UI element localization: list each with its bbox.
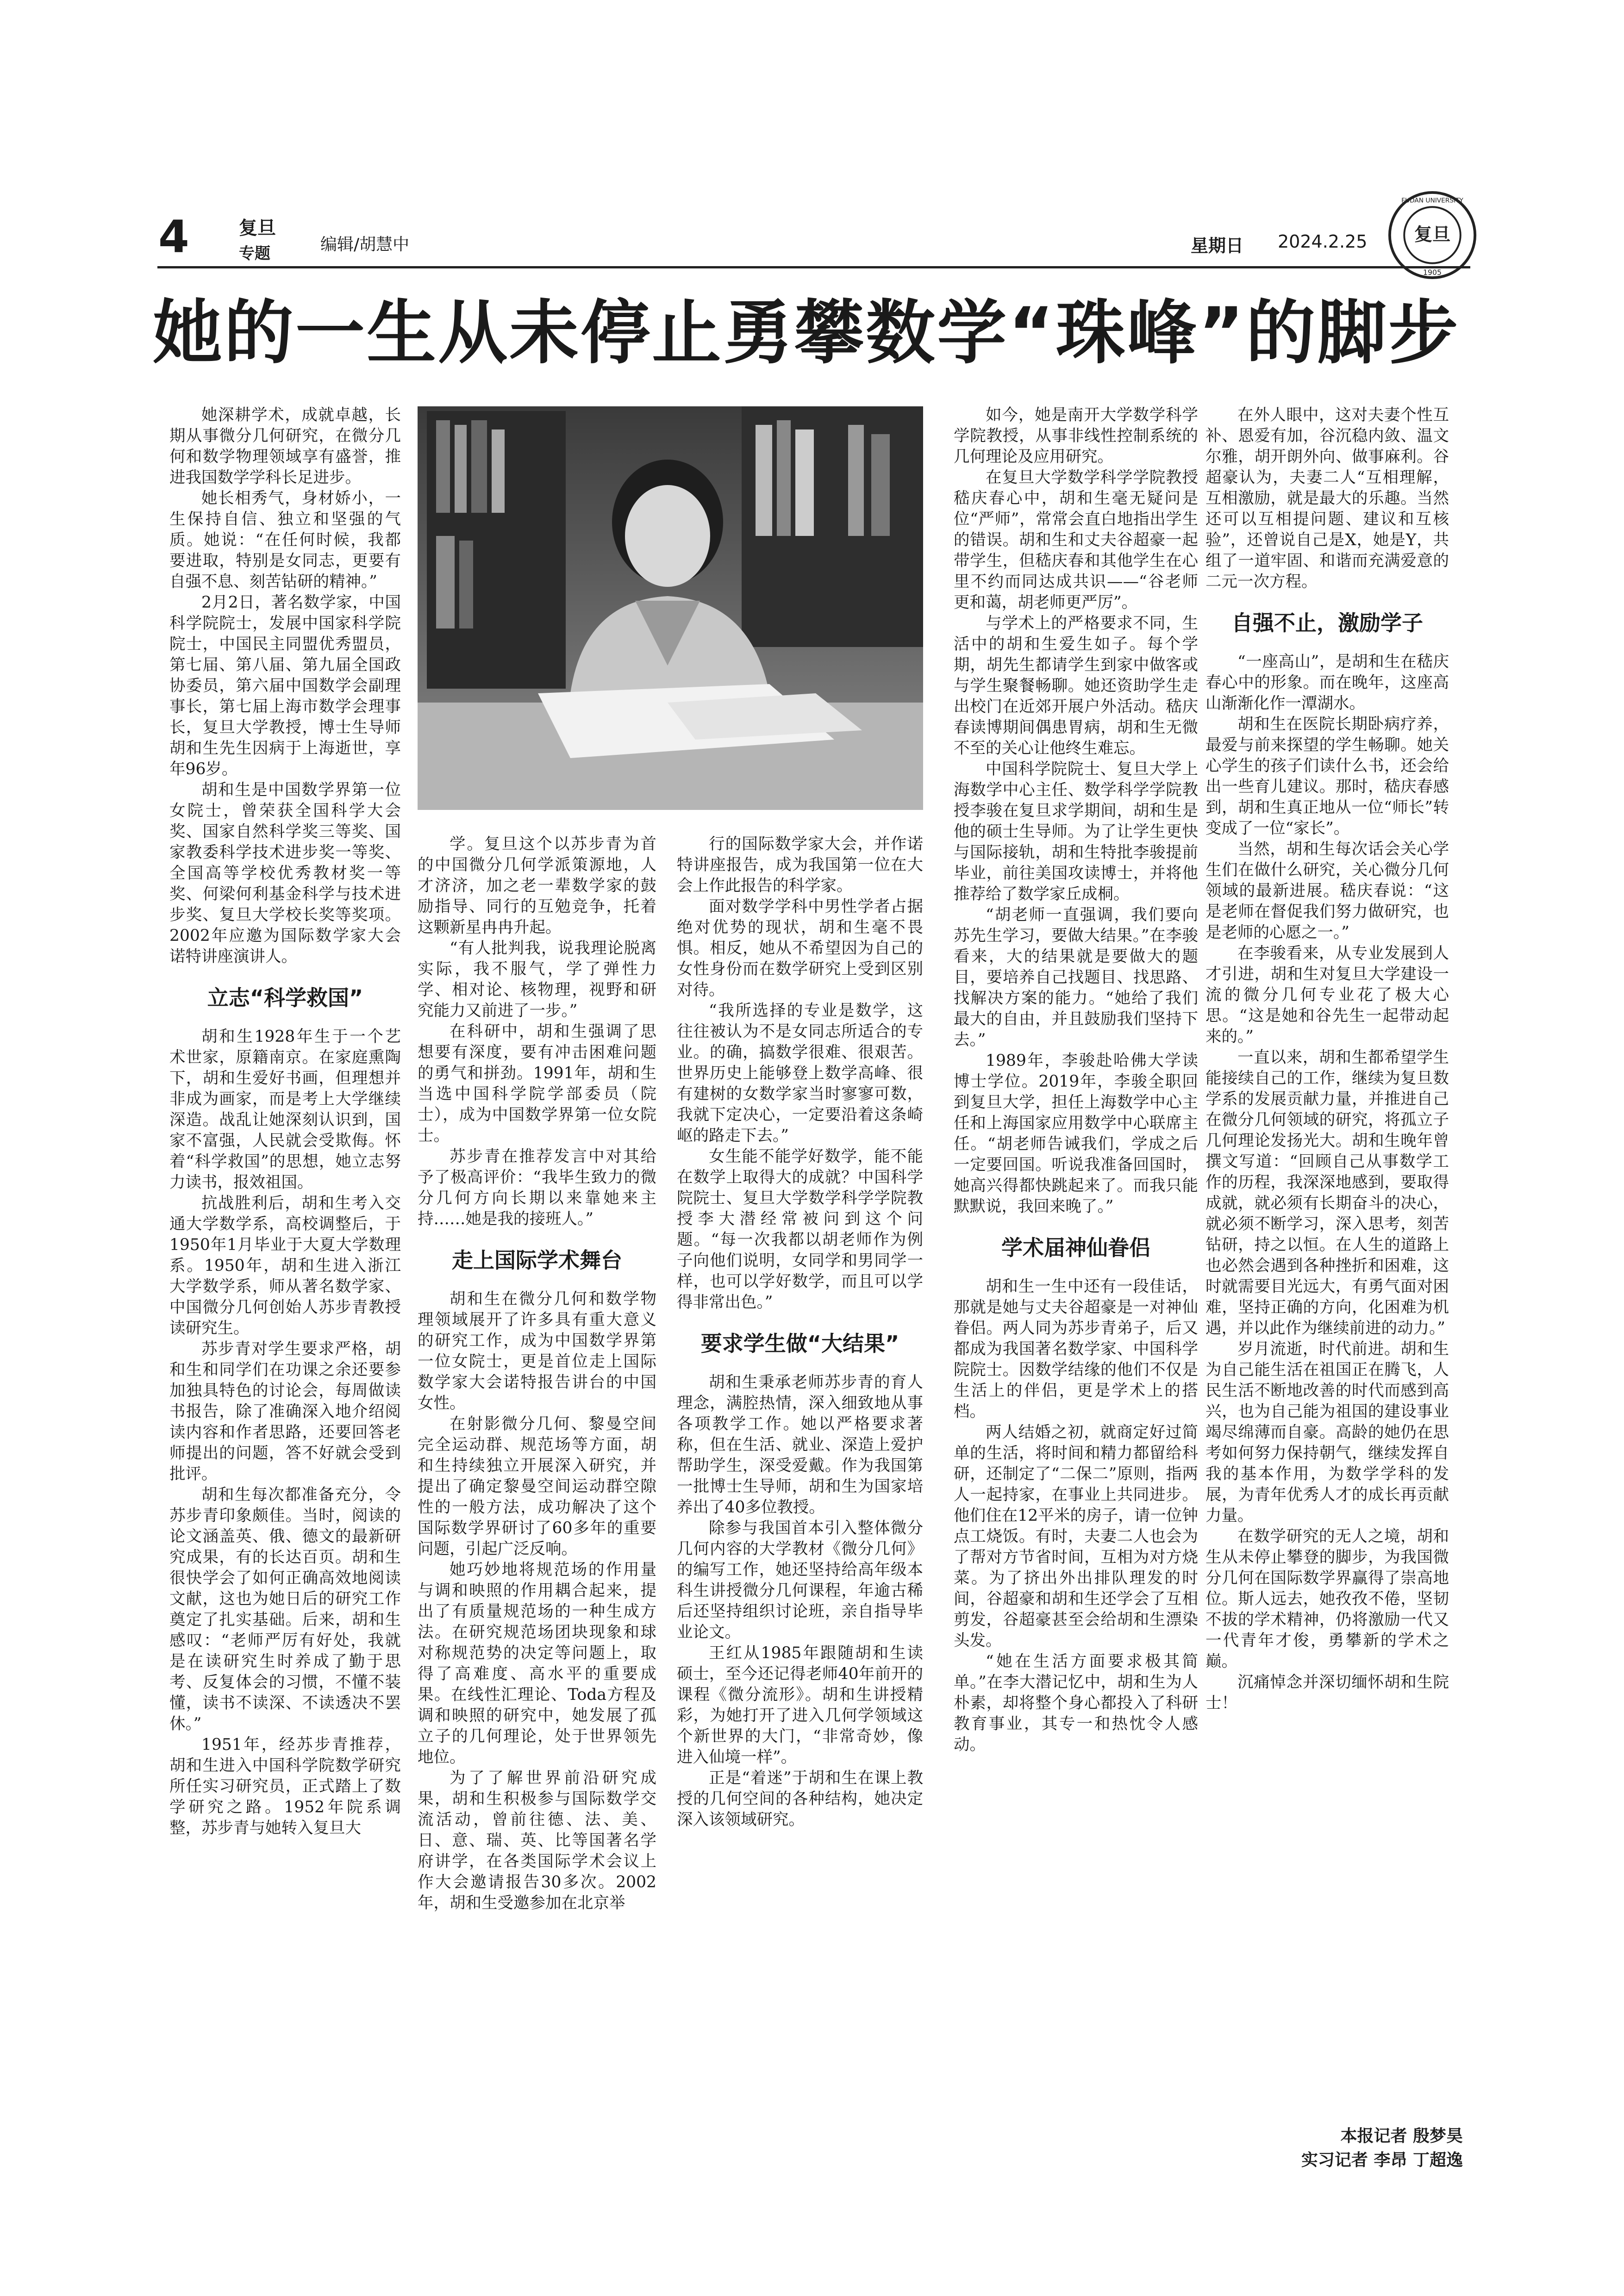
paragraph: 她深耕学术，成就卓越，长期从事微分几何研究，在微分几何和数学物理领域享有盛誉，推进我国数学学科长足进步。 — [169, 406, 401, 487]
paragraph: 她长相秀气，身材娇小，一生保持自信、独立和坚强的气质。她说：“在任何时候，我都要进取，特别是女同志，更要有自强不息、刻苦钻研的精神。” — [169, 489, 401, 591]
article-column-5 — [1206, 405, 1449, 1714]
issue-date: 2024.2.25 — [1278, 231, 1368, 252]
paragraph: 在数学研究的无人之境，胡和生从未停止攀登的脚步，为我国微分几何在国际数学界赢得了崇高地位。斯人远去，她孜孜不倦，坚韧不拔的学术精神，仍将激励一代又一代青年才俊，勇攀新的学术之巅。 — [1206, 1527, 1449, 1671]
paragraph: 除参与我国首本引入整体微分几何内容的大学教材《微分几何》的编写工作，她还坚持给高年级本科生讲授微分几何课程，年逾古稀后还坚持组织讨论班，亲自指导毕业论文。 — [677, 1519, 923, 1642]
paragraph: 苏步青在推荐发言中对其给予了极高评价：“我毕生致力的微分几何方向长期以来靠她来主持……她是我的接班人。” — [418, 1147, 656, 1228]
subheading: 要求学生做“大结果” — [700, 1331, 899, 1356]
paragraph: 胡和生在医院长期卧病疗养，最爱与前来探望的学生畅聊。她关心学生的孩子们读什么书，还会给出一些育儿建议。那时，嵇庆春感到，胡和生真正地从一位“师长”转变成了一位“家长”。 — [1206, 715, 1449, 838]
paragraph: 沉痛悼念并深切缅怀胡和生院士！ — [1206, 1673, 1449, 1712]
paragraph: 胡和生是中国数学界第一位女院士，曾荣获全国科学大会奖、国家自然科学奖三等奖、国家教委科学技术进步奖一等奖、全国高等学校优秀教材奖一等奖、何梁何利基金科学与技术进步奖、复旦大学校长奖等奖项。2002年应邀为国际数学家大会诺特讲座演讲人。 — [169, 781, 401, 966]
paragraph: “有人批判我，说我理论脱离实际，我不服气，学了弹性力学、相对论、核物理，视野和研究能力又前进了一步。” — [418, 939, 656, 1020]
article-column-3 — [677, 834, 923, 1830]
paragraph: 两人结婚之初，就商定好过简单的生活，将时间和精力都留给科研，还制定了“二保二”原则，指两人一起持家，在事业上共同进步。他们住在12平米的房子，请一位钟点工烧饭。有时，夫妻二人也会为了帮对方节省时间，互相为对方烧菜。为了挤出外出排队理发的时间，谷超豪和胡和生还学会了互相剪发，谷超豪甚至会给胡和生漂染头发。 — [954, 1423, 1198, 1650]
paragraph: 胡和生1928年生于一个艺术世家，原籍南京。在家庭熏陶下，胡和生爱好书画，但理想并非成为画家，而是考上大学继续深造。战乱让她深刻认识到，国家不富强，人民就会受欺侮。怀着“科学救国”的思想，她立志努力读书，报效祖国。 — [169, 1027, 401, 1192]
paragraph: 一直以来，胡和生都希望学生能接续自己的工作，继续为复旦数学系的发展贡献力量，并推进自己在微分几何领域的研究，将孤立子几何理论发扬光大。胡和生晚年曾撰文写道：“回顾自己从事数学工作的历程，我深深地感到，要取得成就，就必须有长期奋斗的决心，就必须不断学习，深入思考，刻苦钻研，持之以恒。在人生的道路上也必然会遇到各种挫折和困难，这时就需要目光远大，有勇气面对困难，坚持正确的方向，化困难为机遇，并以此作为继续前进的动力。” — [1206, 1048, 1449, 1338]
article-column-1 — [169, 405, 401, 1839]
paragraph: 胡和生秉承老师苏步青的育人理念，满腔热情，深入细致地从事各项教学工作。她以严格要求著称，但在生活、就业、深造上爱护帮助学生，深受爱戴。作为我国第一批博士生导师，胡和生为国家培养出了40多位教授。 — [677, 1373, 923, 1517]
paragraph: 胡和生一生中还有一段佳话，那就是她与丈夫谷超豪是一对神仙眷侣。两人同为苏步青弟子，后又都成为我国著名数学家、中国科学院院士。因数学结缘的他们不仅是生活上的伴侣，更是学术上的搭档。 — [954, 1277, 1198, 1421]
article-column-4 — [954, 405, 1198, 1755]
masthead-divider — [157, 266, 1470, 268]
paragraph: 在李骏看来，从专业发展到人才引进，胡和生对复旦大学建设一流的微分几何专业花了极大心思。“这是她和谷先生一起带动起来的。” — [1206, 944, 1449, 1046]
svg-text:FUDAN UNIVERSITY: FUDAN UNIVERSITY — [1401, 197, 1463, 205]
paragraph: 女生能不能学好数学，能不能在数学上取得大的成就？中国科学院院士、复旦大学数学科学学院教授李大潜经常被问到这个问题。“每一次我都以胡老师作为例子向他们说明，女同学和男同学一样，也可以学好数学，而且可以学得非常出色。” — [677, 1147, 923, 1312]
section-label: 专题 — [239, 244, 270, 263]
paragraph: 2月2日，著名数学家，中国科学院院士，发展中国家科学院院士，中国民主同盟优秀盟员，第七届、第八届、第九届全国政协委员，第六届中国数学会副理事长，第七届上海市数学会理事长，复旦大学教授，博士生导师胡和生先生因病于上海逝世，享年96岁。 — [169, 593, 401, 778]
portrait-photo — [418, 406, 923, 810]
paragraph: 如今，她是南开大学数学科学学院教授，从事非线性控制系统的几何理论及应用研究。 — [954, 406, 1198, 466]
svg-text:1905: 1905 — [1423, 268, 1442, 277]
paragraph: 当然，胡和生每次话会关心学生们在做什么研究，关心微分几何领域的最新进展。嵇庆春说：“这是老师在督促我们努力做研究，也是老师的心愿之一。” — [1206, 840, 1449, 942]
page-number: 4 — [158, 211, 189, 263]
paragraph: 胡和生每次都准备充分，令苏步青印象颇佳。当时，阅读的论文涵盖英、俄、德文的最新研究成果，有的长达百页。胡和生很快学会了如何正确高效地阅读文献，这也为她日后的研究工作奠定了扎实基础。后来，胡和生感叹：“老师严厉有好处，我就是在读研究生时养成了勤于思考、反复体会的习惯，不懂不装懂，读书不读深、不读透决不罢休。” — [169, 1486, 401, 1733]
subheading: 学术届神仙眷侣 — [1001, 1235, 1150, 1260]
paragraph: 在外人眼中，这对夫妻个性互补、恩爱有加，谷沉稳内敛、温文尔雅，胡开朗外向、做事麻利。谷超豪认为，夫妻二人“互相理解，互相激励，就是最大的乐趣。当然还可以互相提问题、建议和互核验”，还曾说自己是X，她是Y，共组了一道牢固、和谐而充满爱意的二元一次方程。 — [1206, 406, 1449, 591]
paragraph: 王红从1985年跟随胡和生读硕士，至今还记得老师40年前开的课程《微分流形》。胡和生讲授精彩，为她打开了进入几何学领域这个新世界的大门，“非常奇妙，像进入仙境一样”。 — [677, 1644, 923, 1767]
paragraph: 1951年，经苏步青推荐，胡和生进入中国科学院数学研究所任实习研究员，正式踏上了数学研究之路。1952年院系调整，苏步青与她转入复旦大 — [169, 1736, 401, 1837]
paragraph: 行的国际数学家大会，并作诺特讲座报告，成为我国第一位在大会上作此报告的科学家。 — [677, 835, 923, 895]
paragraph: “一座高山”，是胡和生在嵇庆春心中的形象。而在晚年，这座高山渐渐化作一潭湖水。 — [1206, 653, 1449, 713]
paragraph: 她巧妙地将规范场的作用量与调和映照的作用耦合起来，提出了有质量规范场的一种生成方法。在研究规范场团块现象和球对称规范势的决定等问题上，取得了高难度、高水平的重要成果。在线性汇理论、Toda方程及调和映照的研究中，她发展了孤立子的几何理论，处于世界领先地位。 — [418, 1561, 656, 1767]
paragraph: 为了了解世界前沿研究成果，胡和生积极参与国际数学交流活动，曾前往德、法、美、日、意、瑞、英、比等国著名学府讲学，在各类国际学术会议上作大会邀请报告30多次。2002年，胡和生受邀参加在北京举 — [418, 1769, 656, 1912]
subheading: 立志“科学救国” — [207, 985, 363, 1010]
paragraph: 面对数学学科中男性学者占据绝对优势的现状，胡和生毫不畏惧。相反，她从不希望因为自己的女性身份而在数学研究上受到区别对待。 — [677, 897, 923, 999]
byline — [1278, 2124, 1463, 2172]
byline-interns: 实习记者 李昂 丁超逸 — [1301, 2151, 1463, 2170]
university-seal-icon — [1387, 190, 1478, 280]
paragraph: 在射影微分几何、黎曼空间完全运动群、规范场等方面，胡和生持续独立开展深入研究，并提出了确定黎曼空间运动群空隙性的一般方法，成功解决了这个国际数学界研讨了60多年的重要问题，引起广泛反响。 — [418, 1415, 656, 1558]
article-headline: 她的一生从未停止勇攀数学“珠峰”的脚步 — [153, 293, 1460, 373]
paragraph: “她在生活方面要求极其简单。”在李大潜记忆中，胡和生为人朴素，却将整个身心都投入了科研教育事业，其专一和热忱令人感动。 — [954, 1652, 1198, 1754]
article-column-2 — [418, 834, 656, 1914]
byline-reporter: 本报记者 殷梦昊 — [1340, 2127, 1463, 2146]
paragraph: 在科研中，胡和生强调了思想要有深度，要有冲击困难问题的勇气和拼劲。1991年，胡和生当选中国科学院学部委员（院士），成为中国数学界第一位女院士。 — [418, 1022, 656, 1145]
paragraph: “胡老师一直强调，我们要向苏先生学习，要做大结果。”在李骏看来，大的结果就是要做大的题目，要培养自己找题目、找思路、找解决方案的能力。“她给了我们最大的自由，并且鼓励我们坚持下去。” — [954, 906, 1198, 1049]
svg-text:复旦: 复旦 — [1414, 224, 1451, 245]
paragraph: 学。复旦这个以苏步青为首的中国微分几何学派策源地，人才济济，加之老一辈数学家的鼓励指导、同行的互勉竞争，托着这颗新星冉冉升起。 — [418, 835, 656, 937]
subheading: 走上国际学术舞台 — [452, 1248, 622, 1273]
newspaper-brand: 复旦 — [239, 217, 276, 239]
subheading: 自强不止，激励学子 — [1231, 610, 1423, 635]
paragraph: 胡和生在微分几何和数学物理领域展开了许多具有重大意义的研究工作，成为中国数学界第一位女院士，更是首位走上国际数学家大会诺特报告讲台的中国女性。 — [418, 1290, 656, 1412]
paragraph: 苏步青对学生要求严格，胡和生和同学们在功课之余还要参加独具特色的讨论会，每周做读书报告，除了准确深入地介绍阅读内容和作者思路，还要回答老师提出的问题，答不好就会受到批评。 — [169, 1340, 401, 1483]
editor-credit: 编辑/胡慧中 — [320, 235, 410, 254]
weekday: 星期日 — [1191, 236, 1244, 256]
paragraph: 正是“着迷”于胡和生在课上教授的几何空间的各种结构，她决定深入该领域研究。 — [677, 1769, 923, 1829]
paragraph: 1989年，李骏赴哈佛大学读博士学位。2019年，李骏全职回到复旦大学，担任上海数学中心主任和上海国家应用数学中心联席主任。“胡老师告诫我们，学成之后一定要回国。听说我准备回国时，她高兴得都快跳起来了。而我只能默默说，我回来晚了。” — [954, 1052, 1198, 1216]
paragraph: 岁月流逝，时代前进。胡和生为自己能生活在祖国正在腾飞，人民生活不断地改善的时代而感到高兴，也为自己能为祖国的建设事业竭尽绵薄而自豪。高龄的她仍在思考如何努力保持朝气，继续发挥自我的基本作用，为数学学科的发展，为青年优秀人才的成长再贡献力量。 — [1206, 1340, 1449, 1525]
paragraph: 中国科学院院士、复旦大学上海数学中心主任、数学科学学院教授李骏在复旦求学期间，胡和生是他的硕士生导师。为了让学生更快与国际接轨，胡和生特批李骏提前毕业，前往美国攻读博士，并将他推荐给了数学家丘成桐。 — [954, 760, 1198, 903]
paragraph: 与学术上的严格要求不同，生活中的胡和生爱生如子。每个学期，胡先生都请学生到家中做客或与学生聚餐畅聊。她还资助学生走出校门在近郊开展户外活动。嵇庆春读博期间偶患胃病，胡和生无微不至的关心让他终生难忘。 — [954, 614, 1198, 758]
paragraph: 抗战胜利后，胡和生考入交通大学数学系，高校调整后，于1950年1月毕业于大夏大学数理系。1950年，胡和生进入浙江大学数学系，师从著名数学家、中国微分几何创始人苏步青教授读研究生。 — [169, 1194, 401, 1338]
paragraph: “我所选择的专业是数学，这往往被认为不是女同志所适合的专业。的确，搞数学很难、很艰苦。世界历史上能够登上数学高峰、很有建树的女数学家当时寥寥可数，我就下定决心，一定要沿着这条崎岖的路走下去。” — [677, 1002, 923, 1145]
paragraph: 在复旦大学数学科学学院教授嵇庆春心中，胡和生毫无疑问是位“严师”，常常会直白地指出学生的错误。胡和生和丈夫谷超豪一起带学生，但嵇庆春和其他学生在心里不约而同达成共识——“谷老师更和蔼，胡老师更严厉”。 — [954, 468, 1198, 612]
